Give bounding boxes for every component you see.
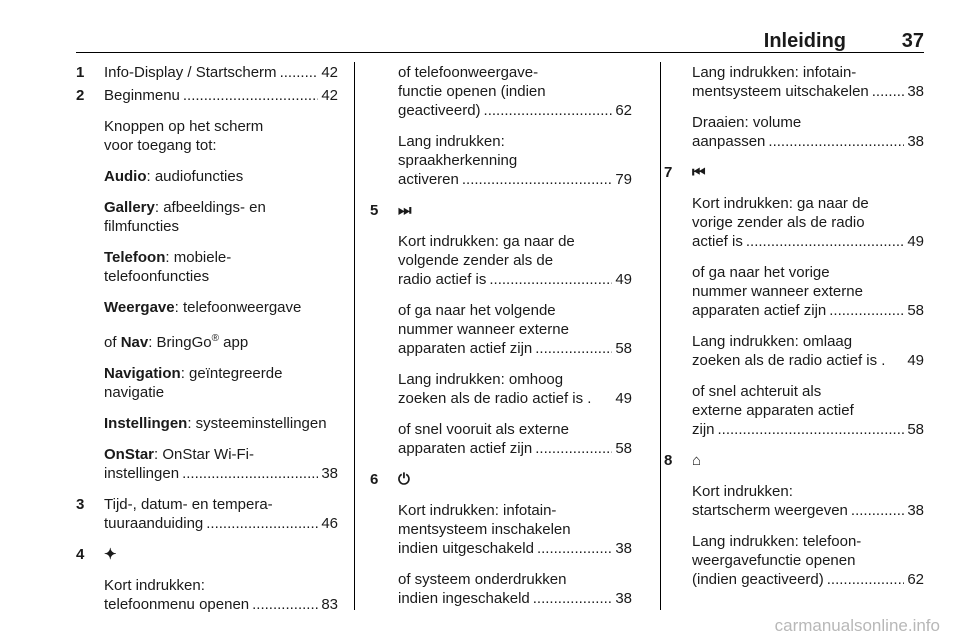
ref-line: zoeken als de radio actief is . 49: [692, 352, 924, 369]
phone-icon: ✦: [104, 546, 117, 563]
column-1: [76, 63, 338, 626]
entry-4-long-press: Lang indrukken: spraakherkenning activeren ..... 79: [370, 132, 632, 189]
ref-line: zijn ..... 58: [692, 420, 924, 439]
menu-item-gallery: Gallery: afbeeldings- en filmfuncties: [104, 199, 266, 235]
ref-line: telefoonmenu openen ..... 83: [104, 595, 338, 614]
entry-number: 7: [664, 164, 673, 181]
page-ref: 46: [321, 515, 338, 532]
ref-line: tuuraanduiding ..... 46: [104, 514, 338, 533]
entry-2: [76, 86, 338, 483]
page-ref: 38: [907, 502, 924, 519]
ref-line: indien ingeschakeld ..... 38: [398, 589, 632, 608]
entry-4-continued: of telefoonweergave- functie openen (indien geactiveerd) ..... 62: [370, 63, 632, 120]
entry-number: 5: [370, 202, 379, 219]
ref-line: mentsysteem uitschakelen ..... 38: [692, 82, 924, 101]
entry-5: 5 ⏭ Kort indrukken: ga naar de volgende zender als de radio actief is ..... 49 of ga naar het volgende nummer wanneer externe apparaten actief zijn ..... 58 Lang indrukken: omhoog zoeken als de radio actief is . 49 of snel vooruit als externe apparaten actief zijn ..... 58: [370, 201, 632, 458]
power-icon: ⏻: [398, 471, 410, 488]
ref-line: geactiveerd) ..... 62: [398, 101, 632, 120]
entry-4: 4 ✦ Kort indrukken: telefoonmenu openen ..... 83: [76, 545, 338, 614]
home-icon: ⌂: [692, 452, 702, 469]
page-number: 37: [901, 30, 924, 52]
page-header: [76, 24, 924, 53]
entry-7: 7 ⏮ Kort indrukken: ga naar de vorige zender als de radio actief is ..... 49 of ga naar het vorige nummer wanneer externe apparaten actief zijn ..... 58 Lang indrukken: omlaag zoeken als de radio actief is . 49 of snel achteruit als externe apparaten actief zijn ..... 58: [664, 163, 924, 439]
entry-number: 3: [76, 496, 85, 513]
page-ref: 38: [907, 133, 924, 150]
ref-line: instellingen ..... 38: [104, 464, 338, 483]
entry-8: 8 ⌂ Kort indrukken: startscherm weergeven ..... 38 Lang indrukken: telefoon- weergavefunctie openen (indien geactiveerd) ..... 62: [664, 451, 924, 589]
page-ref: 58: [615, 440, 632, 457]
page-ref: 42: [321, 64, 338, 81]
chapter-title: Inleiding: [763, 30, 846, 52]
ref-line: activeren ..... 79: [398, 170, 632, 189]
page-ref: 49: [615, 271, 632, 288]
ref-line: startscherm weergeven ..... 38: [692, 501, 924, 520]
ref-line: zoeken als de radio actief is . 49: [398, 390, 632, 407]
entry-number: 6: [370, 471, 379, 488]
page-ref: 49: [907, 352, 924, 369]
entry-number: 8: [664, 452, 673, 469]
entry-6-rotate: Draaien: volume aanpassen ..... 38: [664, 113, 924, 151]
menu-item-audio: Audio: audiofuncties: [104, 168, 244, 185]
ref-line: apparaten actief zijn ..... 58: [398, 339, 632, 358]
column-3: [664, 63, 924, 601]
skip-back-icon: ⏮: [692, 164, 706, 181]
ref-line: Info-Display / Startscherm ..... 42: [104, 63, 338, 82]
page-ref: 62: [615, 102, 632, 119]
entry-number: 1: [76, 64, 85, 81]
entry-3: 3 Tijd-, datum- en tempera- tuuraanduiding ..... 46: [76, 495, 338, 533]
page-ref: 49: [615, 390, 632, 407]
page-ref: 38: [615, 540, 632, 557]
page-ref: 58: [615, 340, 632, 357]
menu-item-telefoon: Telefoon: mobiele- telefoonfuncties: [104, 249, 232, 285]
entry-2-intro: Knoppen op het scherm voor toegang tot:: [104, 118, 264, 154]
menu-item-instellingen: Instellingen: systeeminstellingen: [104, 415, 327, 432]
page-ref: 38: [321, 465, 338, 482]
page-ref: 79: [615, 171, 632, 188]
menu-item-nav: of Nav: BringGo® app: [104, 333, 249, 351]
ref-line: radio actief is ..... 49: [398, 270, 632, 289]
watermark: carmanualsonline.info: [774, 616, 940, 635]
entry-1: [76, 63, 338, 82]
menu-item-navigation: Navigation: geïntegreerde navigatie: [104, 365, 283, 401]
column-divider: [660, 62, 661, 610]
entry-6: 6 ⏻ Kort indrukken: infotain- mentsysteem inschakelen indien uitgeschakeld ..... 38 of systeem onderdrukken indien ingeschakeld ..... 38: [370, 470, 632, 608]
ref-line: aanpassen ..... 38: [692, 132, 924, 151]
page-ref: 58: [907, 302, 924, 319]
menu-item-weergave: Weergave: telefoonweergave: [104, 299, 302, 316]
column-divider: [354, 62, 355, 610]
page-ref: 42: [321, 87, 338, 104]
ref-line: actief is ..... 49: [692, 232, 924, 251]
ref-line: (indien geactiveerd) ..... 62: [692, 570, 924, 589]
page-ref: 38: [615, 590, 632, 607]
entry-number: 4: [76, 546, 85, 563]
ref-line: apparaten actief zijn ..... 58: [398, 439, 632, 458]
page-ref: 62: [907, 571, 924, 588]
page-ref: 49: [907, 233, 924, 250]
ref-line: Beginmenu ..... 42: [104, 86, 338, 105]
skip-forward-icon: ⏭: [398, 202, 412, 219]
page-ref: 38: [907, 83, 924, 100]
page-ref: 83: [321, 596, 338, 613]
page-ref: 58: [907, 421, 924, 438]
ref-line: apparaten actief zijn ..... 58: [692, 301, 924, 320]
entry-number: 2: [76, 87, 85, 104]
menu-item-onstar: OnStar: OnStar Wi-Fi- instellingen ..... 38: [104, 445, 338, 483]
column-2: [370, 63, 632, 620]
entry-6-long-press: Lang indrukken: infotain- mentsysteem uitschakelen ..... 38: [664, 63, 924, 101]
ref-line: indien uitgeschakeld ..... 38: [398, 539, 632, 558]
